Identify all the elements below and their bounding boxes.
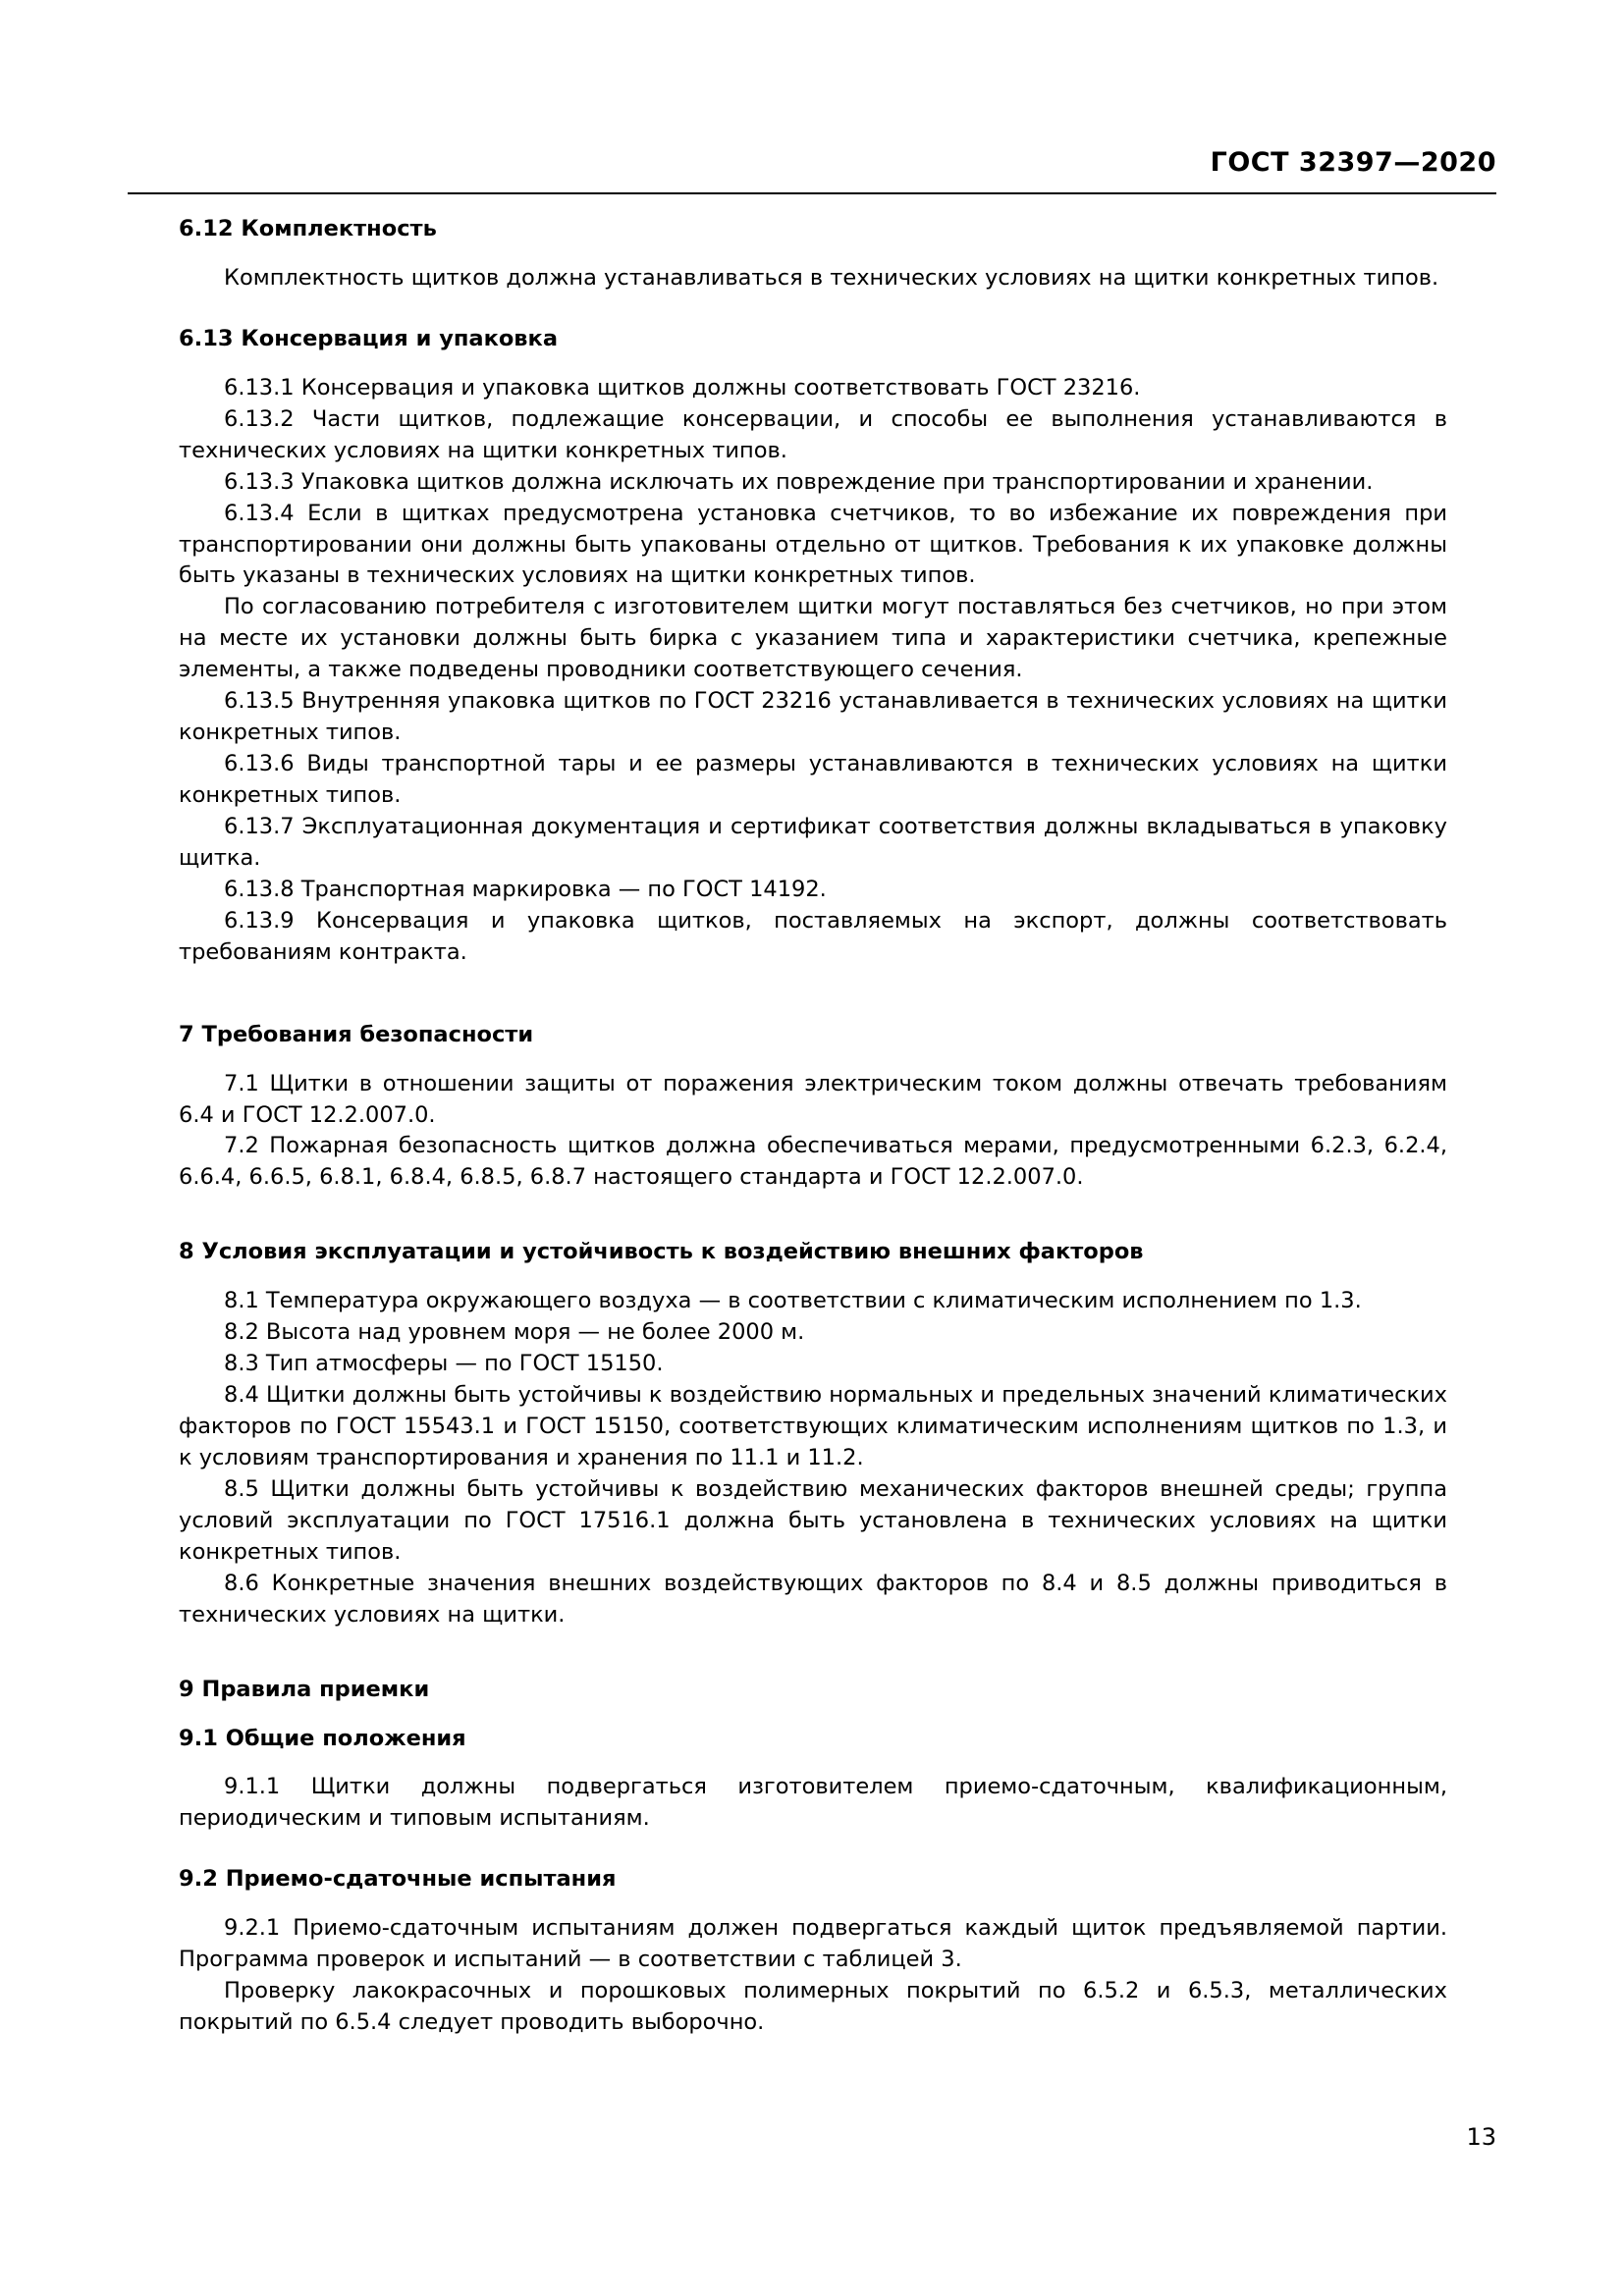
paragraph-7-1: 7.1 Щитки в отношении защиты от поражения электрическим током должны отвечать требованиям 6.4 и ГОСТ 12.2.007.0. (179, 1070, 1447, 1128)
paragraph-8-4: 8.4 Щитки должны быть устойчивы к воздействию нормальных и предельных значений климатических факторов по ГОСТ 15543.1 и ГОСТ 15150, соответствующих климатическим исполнениям щитков по 1.3, и к условиям транспортирования и хранения по 11.1 и 11.2. (179, 1382, 1447, 1470)
paragraph-7-2: 7.2 Пожарная безопасность щитков должна обеспечиваться мерами, предусмотренными 6.2.3, 6.2.4, 6.6.4, 6.6.5, 6.8.1, 6.8.4, 6.8.5, 6.8.7 настоящего стандарта и ГОСТ 12.2.007.0. (179, 1133, 1447, 1191)
paragraph-8-1: 8.1 Температура окружающего воздуха — в соответствии с климатическим исполнением по 1.3. (224, 1288, 1362, 1314)
paragraph-6-13-7: 6.13.7 Эксплуатационная документация и сертификат соответствия должны вкладываться в упаковку щитка. (179, 813, 1447, 871)
paragraph-6-13-5: 6.13.5 Внутренняя упаковка щитков по ГОСТ 23216 устанавливается в технических условиях на щитки конкретных типов. (179, 688, 1447, 746)
paragraph-8-2: 8.2 Высота над уровнем моря — не более 2000 м. (224, 1319, 805, 1346)
paragraph-8-5: 8.5 Щитки должны быть устойчивы к воздействию механических факторов внешней среды; группа условий эксплуатации по ГОСТ 17516.1 должна быть установлена в технических условиях на щитки конкретных типов. (179, 1475, 1447, 1565)
paragraph-6-12: Комплектность щитков должна устанавливаться в технических условиях на щитки конкретных типов. (224, 264, 1439, 291)
header-divider (128, 192, 1496, 194)
paragraph-6-13-4: 6.13.4 Если в щитках предусмотрена установка счетчиков, то во избежание их повреждения при транспортировании они должны быть упакованы отдельно от щитков. Требования к их упаковке должны быть указаны в технических условиях на щитки конкретных типов. (179, 500, 1447, 589)
paragraph-6-13-2: 6.13.2 Части щитков, подлежащие консервации, и способы ее выполнения устанавливаются в технических условиях на щитки конкретных типов. (179, 405, 1447, 463)
paragraph-6-13-8: 6.13.8 Транспортная маркировка — по ГОСТ 14192. (224, 876, 827, 902)
heading-9-2: 9.2 Приемо-сдаточные испытания (179, 1866, 617, 1893)
paragraph-8-3: 8.3 Тип атмосферы — по ГОСТ 15150. (224, 1351, 664, 1377)
heading-9-1: 9.1 Общие положения (179, 1725, 466, 1751)
page-number: 13 (1466, 2123, 1496, 2151)
heading-section-7: 7 Требования безопасности (179, 1021, 534, 1047)
paragraph-6-13-3: 6.13.3 Упаковка щитков должна исключать их повреждение при транспортировании и хранении. (224, 468, 1374, 495)
document-body (179, 214, 1447, 2039)
paragraph-6-13-6: 6.13.6 Виды транспортной тары и ее размеры устанавливаются в технических условиях на щитки конкретных типов. (179, 751, 1447, 808)
paragraph-9-2-1: 9.2.1 Приемо-сдаточным испытаниям должен подвергаться каждый щиток предъявляемой партии. Программа проверок и испытаний — в соответствии с таблицей 3. (179, 1915, 1447, 1973)
paragraph-8-6: 8.6 Конкретные значения внешних воздействующих факторов по 8.4 и 8.5 должны приводиться в технических условиях на щитки. (179, 1570, 1447, 1628)
heading-6-13: 6.13 Консервация и упаковка (179, 325, 559, 351)
document-header: ГОСТ 32397—2020 (1210, 147, 1496, 178)
heading-section-8: 8 Условия эксплуатации и устойчивость к воздействию внешних факторов (179, 1239, 1144, 1265)
paragraph-9-1-1: 9.1.1 Щитки должны подвергаться изготовителем приемо-сдаточным, квалификационным, периодическим и типовым испытаниям. (179, 1774, 1447, 1832)
heading-section-9: 9 Правила приемки (179, 1676, 430, 1702)
paragraph-6-13-1: 6.13.1 Консервация и упаковка щитков должны соответствовать ГОСТ 23216. (224, 374, 1141, 400)
heading-6-12: 6.12 Комплектность (179, 216, 437, 241)
paragraph-9-2-1b: Проверку лакокрасочных и порошковых полимерных покрытий по 6.5.2 и 6.5.3, металлических покрытий по 6.5.4 следует проводить выборочно. (179, 1978, 1447, 2036)
paragraph-6-13-9: 6.13.9 Консервация и упаковка щитков, поставляемых на экспорт, должны соответствовать требованиям контракта. (179, 907, 1447, 965)
paragraph-6-13-4b: По согласованию потребителя с изготовителем щитки могут поставляться без счетчиков, но при этом на месте их установки должны быть бирка с указанием типа и характеристики счетчика, крепежные элементы, а также подведены проводники соответствующего сечения. (179, 594, 1447, 683)
